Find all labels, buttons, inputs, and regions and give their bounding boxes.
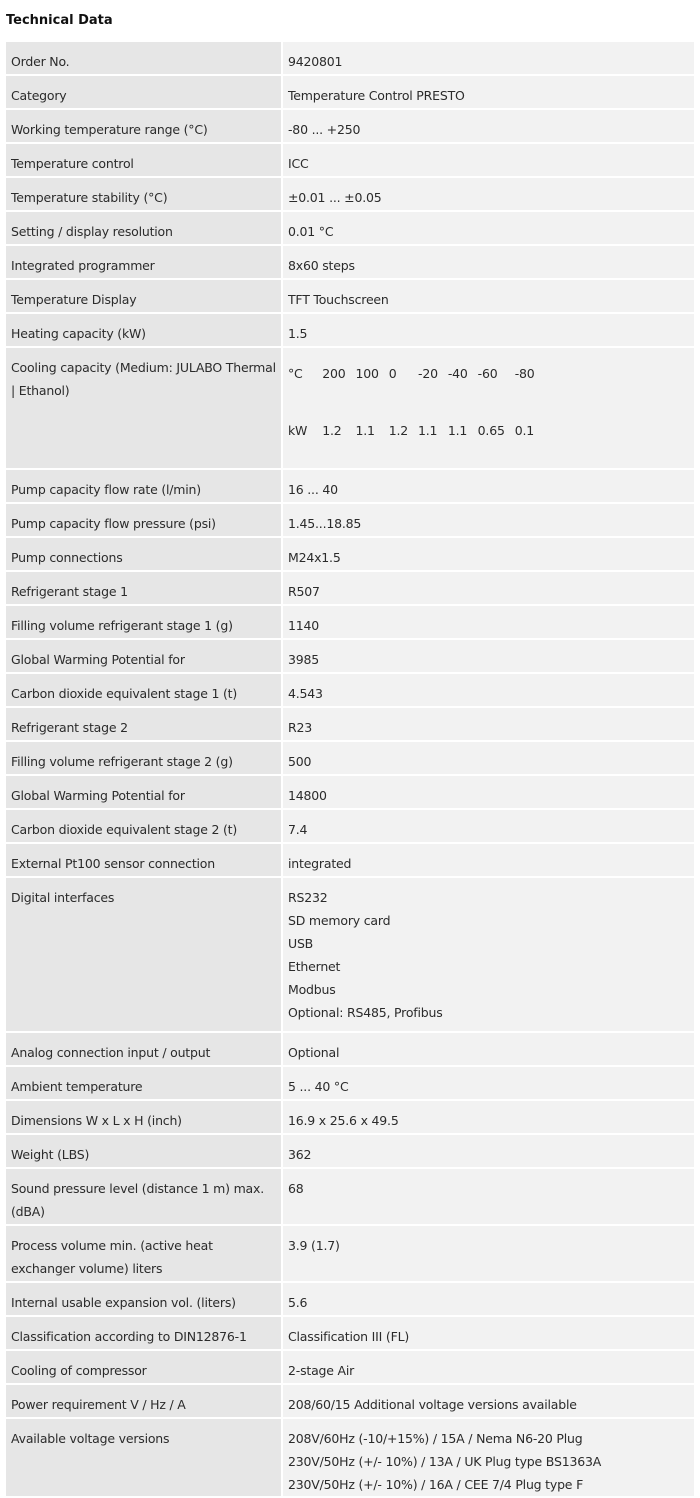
table-row — [6, 280, 694, 314]
cooling-power-cell: 0.65 — [477, 423, 505, 438]
section-title: Technical Data — [6, 13, 113, 28]
value-line: Optional: RS485, Profibus — [288, 1005, 443, 1020]
row-label: Sound pressure level (distance 1 m) max. (dBA) — [6, 1169, 281, 1226]
table-row — [6, 742, 694, 776]
row-value: 8x60 steps — [281, 246, 694, 280]
row-label: Filling volume refrigerant stage 2 (g) — [6, 742, 281, 776]
table-row — [6, 504, 694, 538]
value-line: Ethernet — [288, 959, 341, 974]
row-label: Integrated programmer — [6, 246, 281, 280]
table-row — [6, 1033, 694, 1067]
table-row — [6, 246, 694, 280]
row-label: Temperature stability (°C) — [6, 178, 281, 212]
table-row — [6, 606, 694, 640]
cooling-temp-unit: °C — [288, 366, 303, 381]
table-row — [6, 1283, 694, 1317]
value-line: 208V/60Hz (-10/+15%) / 15A / Nema N6-20 Plug — [288, 1431, 583, 1446]
row-label: Filling volume refrigerant stage 1 (g) — [6, 606, 281, 640]
row-label: External Pt100 sensor connection — [6, 844, 281, 878]
row-label: Dimensions W x L x H (inch) — [6, 1101, 281, 1135]
row-label: Weight (LBS) — [6, 1135, 281, 1169]
row-label: Pump connections — [6, 538, 281, 572]
table-row — [6, 1101, 694, 1135]
row-label: Refrigerant stage 2 — [6, 708, 281, 742]
row-label: Carbon dioxide equivalent stage 2 (t) — [6, 810, 281, 844]
row-value: M24x1.5 — [281, 538, 694, 572]
row-label: Heating capacity (kW) — [6, 314, 281, 348]
cooling-power-cell: 1.1 — [447, 423, 468, 438]
row-label: Order No. — [6, 42, 281, 76]
row-value: 1.5 — [281, 314, 694, 348]
cooling-power-cell: 0.1 — [514, 423, 534, 438]
row-label: Temperature Display — [6, 280, 281, 314]
row-label: Power requirement V / Hz / A — [6, 1385, 281, 1419]
row-value: 2-stage Air — [281, 1351, 694, 1385]
table-row — [6, 42, 694, 76]
row-label: Internal usable expansion vol. (liters) — [6, 1283, 281, 1317]
row-label: Temperature control — [6, 144, 281, 178]
table-row — [6, 1135, 694, 1169]
row-value: 16 ... 40 — [281, 470, 694, 504]
technical-data-table — [6, 42, 694, 1498]
cooling-capacity-table — [288, 354, 540, 468]
table-row — [6, 348, 694, 470]
row-value: 9420801 — [281, 42, 694, 76]
row-value: TFT Touchscreen — [281, 280, 694, 314]
cooling-temp-cell: -80 — [514, 366, 535, 381]
row-label: Classification according to DIN12876-1 — [6, 1317, 281, 1351]
row-value: -80 ... +250 — [281, 110, 694, 144]
row-label: Pump capacity flow rate (l/min) — [6, 470, 281, 504]
value-line: RS232 — [288, 890, 328, 905]
row-value: 1.45...18.85 — [281, 504, 694, 538]
table-row — [6, 470, 694, 504]
row-value: 3.9 (1.7) — [281, 1226, 694, 1283]
row-label: Available voltage versions — [6, 1419, 281, 1498]
row-label: Pump capacity flow pressure (psi) — [6, 504, 281, 538]
row-value: 500 — [281, 742, 694, 776]
row-value: Temperature Control PRESTO — [281, 76, 694, 110]
row-label: Process volume min. (active heat exchanger volume) liters — [6, 1226, 281, 1283]
table-row — [6, 1317, 694, 1351]
row-value: ±0.01 ... ±0.05 — [281, 178, 694, 212]
row-value: 0.01 °C — [281, 212, 694, 246]
row-label: Global Warming Potential for — [6, 640, 281, 674]
table-row — [6, 314, 694, 348]
row-value — [281, 878, 694, 1033]
row-value: 7.4 — [281, 810, 694, 844]
row-value: 16.9 x 25.6 x 49.5 — [281, 1101, 694, 1135]
row-value: 5.6 — [281, 1283, 694, 1317]
table-row — [6, 810, 694, 844]
cooling-temp-cell: -20 — [418, 366, 438, 381]
row-value: 1140 — [281, 606, 694, 640]
cooling-temp-cell: 100 — [355, 366, 379, 381]
row-value: 362 — [281, 1135, 694, 1169]
row-value: 14800 — [281, 776, 694, 810]
table-row — [6, 178, 694, 212]
value-line: USB — [288, 936, 314, 951]
row-value: 3985 — [281, 640, 694, 674]
row-label: Setting / display resolution — [6, 212, 281, 246]
row-label: Digital interfaces — [6, 878, 281, 1033]
cooling-temp-cell: 200 — [322, 366, 346, 381]
table-row — [6, 878, 694, 1033]
cooling-temp-cell: -60 — [477, 366, 498, 381]
table-row — [6, 1351, 694, 1385]
table-row — [6, 538, 694, 572]
value-line: 230V/50Hz (+/- 10%) / 13A / UK Plug type BS1363A — [288, 1454, 602, 1469]
row-label: Ambient temperature — [6, 1067, 281, 1101]
table-row — [6, 1067, 694, 1101]
table-row — [6, 212, 694, 246]
row-value: 5 ... 40 °C — [281, 1067, 694, 1101]
cooling-power-row — [288, 411, 540, 468]
table-row — [6, 708, 694, 742]
row-label: Refrigerant stage 1 — [6, 572, 281, 606]
row-label: Global Warming Potential for — [6, 776, 281, 810]
table-row — [6, 76, 694, 110]
cooling-temp-cell: 0 — [388, 366, 397, 381]
row-label: Analog connection input / output — [6, 1033, 281, 1067]
row-value: Optional — [281, 1033, 694, 1067]
table-row — [6, 1169, 694, 1226]
row-value — [281, 348, 694, 470]
table-row — [6, 572, 694, 606]
table-row — [6, 1385, 694, 1419]
cooling-power-cell: 1.2 — [388, 423, 409, 438]
table-row — [6, 776, 694, 810]
row-value: ICC — [281, 144, 694, 178]
row-value: 68 — [281, 1169, 694, 1226]
value-line: 230V/50Hz (+/- 10%) / 16A / CEE 7/4 Plug type F — [288, 1477, 584, 1492]
table-row — [6, 674, 694, 708]
row-value — [281, 1419, 694, 1498]
cooling-power-cell: 1.1 — [355, 423, 375, 438]
row-label: Cooling capacity (Medium: JULABO Thermal | Ethanol) — [6, 348, 281, 470]
table-row — [6, 144, 694, 178]
cooling-temp-row — [288, 354, 540, 411]
table-row — [6, 1419, 694, 1498]
cooling-power-cell: 1.1 — [418, 423, 438, 438]
row-value: integrated — [281, 844, 694, 878]
row-value: 208/60/15 Additional voltage versions available — [281, 1385, 694, 1419]
table-row — [6, 110, 694, 144]
row-value: R23 — [281, 708, 694, 742]
row-value: 4.543 — [281, 674, 694, 708]
row-label: Cooling of compressor — [6, 1351, 281, 1385]
value-line: Modbus — [288, 982, 336, 997]
table-row — [6, 844, 694, 878]
cooling-power-cell: 1.2 — [322, 423, 342, 438]
row-label: Working temperature range (°C) — [6, 110, 281, 144]
value-line: SD memory card — [288, 913, 391, 928]
row-value: Classification III (FL) — [281, 1317, 694, 1351]
table-row — [6, 640, 694, 674]
row-value: R507 — [281, 572, 694, 606]
table-row — [6, 1226, 694, 1283]
cooling-temp-cell: -40 — [447, 366, 468, 381]
cooling-power-unit: kW — [288, 423, 308, 438]
row-label: Carbon dioxide equivalent stage 1 (t) — [6, 674, 281, 708]
row-label: Category — [6, 76, 281, 110]
